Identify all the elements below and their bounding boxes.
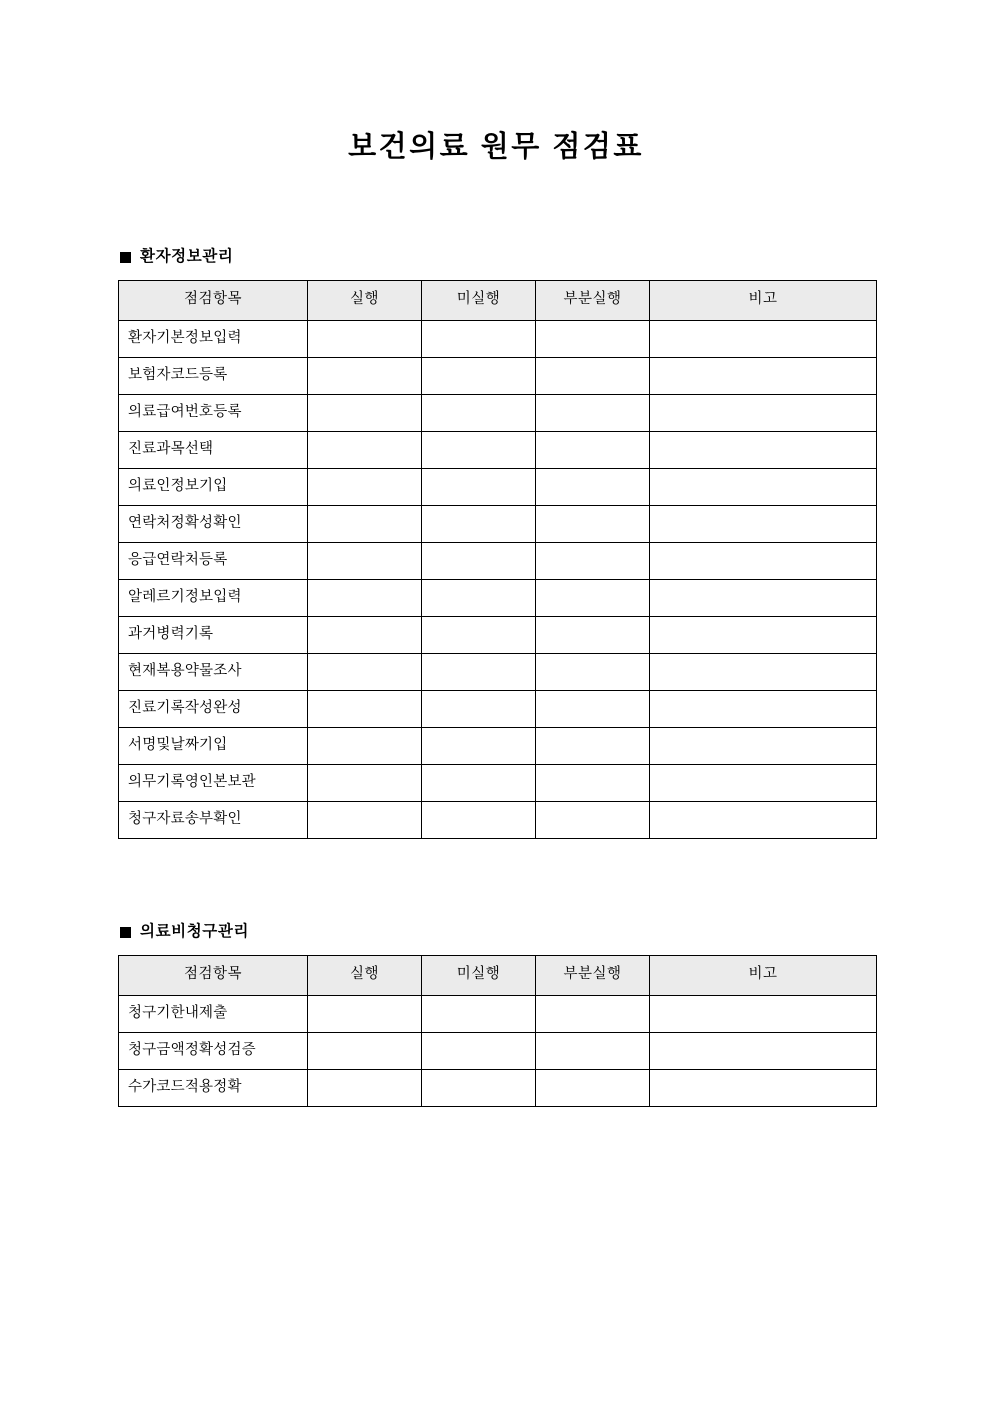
checklist-item-label: 청구자료송부확인 — [119, 801, 308, 838]
checkbox-cell-2[interactable] — [536, 1032, 650, 1069]
section-heading-label: 의료비청구관리 — [140, 923, 250, 940]
checkbox-cell-0[interactable] — [308, 431, 422, 468]
note-cell[interactable] — [650, 690, 877, 727]
column-header-4: 비고 — [650, 280, 877, 320]
checkbox-cell-1[interactable] — [422, 690, 536, 727]
column-header-3: 부분실행 — [536, 955, 650, 995]
checkbox-cell-0[interactable] — [308, 357, 422, 394]
checklist-item-label: 의료급여번호등록 — [119, 394, 308, 431]
checkbox-cell-1[interactable] — [422, 542, 536, 579]
table-row — [119, 653, 877, 690]
checkbox-cell-0[interactable] — [308, 505, 422, 542]
checklist-item-label: 서명및날짜기입 — [119, 727, 308, 764]
checklist-item-label: 연락처정확성확인 — [119, 505, 308, 542]
table-row — [119, 801, 877, 838]
column-header-2: 미실행 — [422, 280, 536, 320]
column-header-2: 미실행 — [422, 955, 536, 995]
table-row — [119, 1032, 877, 1069]
section-1 — [118, 923, 876, 1107]
table-header-row — [119, 280, 877, 320]
checkbox-cell-0[interactable] — [308, 1032, 422, 1069]
table-row — [119, 764, 877, 801]
checkbox-cell-2[interactable] — [536, 727, 650, 764]
note-cell[interactable] — [650, 357, 877, 394]
checkbox-cell-1[interactable] — [422, 431, 536, 468]
checkbox-cell-1[interactable] — [422, 801, 536, 838]
checkbox-cell-1[interactable] — [422, 468, 536, 505]
checkbox-cell-1[interactable] — [422, 357, 536, 394]
note-cell[interactable] — [650, 616, 877, 653]
column-header-3: 부분실행 — [536, 280, 650, 320]
checkbox-cell-0[interactable] — [308, 764, 422, 801]
column-header-0: 점검항목 — [119, 280, 308, 320]
checkbox-cell-2[interactable] — [536, 616, 650, 653]
table-row — [119, 727, 877, 764]
table-row — [119, 995, 877, 1032]
checklist-table — [118, 955, 877, 1107]
note-cell[interactable] — [650, 727, 877, 764]
note-cell[interactable] — [650, 1032, 877, 1069]
section-heading-label: 환자정보관리 — [140, 248, 234, 265]
note-cell[interactable] — [650, 394, 877, 431]
checklist-item-label: 알레르기정보입력 — [119, 579, 308, 616]
checkbox-cell-0[interactable] — [308, 801, 422, 838]
checkbox-cell-1[interactable] — [422, 1032, 536, 1069]
table-row — [119, 505, 877, 542]
checkbox-cell-0[interactable] — [308, 727, 422, 764]
checkbox-cell-2[interactable] — [536, 431, 650, 468]
checklist-item-label: 수가코드적용정확 — [119, 1069, 308, 1106]
checkbox-cell-2[interactable] — [536, 505, 650, 542]
checkbox-cell-1[interactable] — [422, 394, 536, 431]
checklist-item-label: 보험자코드등록 — [119, 357, 308, 394]
table-row — [119, 542, 877, 579]
checkbox-cell-2[interactable] — [536, 468, 650, 505]
checkbox-cell-1[interactable] — [422, 505, 536, 542]
checkbox-cell-2[interactable] — [536, 690, 650, 727]
column-header-1: 실행 — [308, 955, 422, 995]
column-header-4: 비고 — [650, 955, 877, 995]
checkbox-cell-0[interactable] — [308, 394, 422, 431]
checkbox-cell-2[interactable] — [536, 653, 650, 690]
checklist-item-label: 과거병력기록 — [119, 616, 308, 653]
checklist-item-label: 현재복용약물조사 — [119, 653, 308, 690]
table-row — [119, 579, 877, 616]
checkbox-cell-2[interactable] — [536, 579, 650, 616]
checkbox-cell-1[interactable] — [422, 727, 536, 764]
checkbox-cell-2[interactable] — [536, 542, 650, 579]
note-cell[interactable] — [650, 468, 877, 505]
checkbox-cell-2[interactable] — [536, 764, 650, 801]
table-row — [119, 1069, 877, 1106]
checkbox-cell-0[interactable] — [308, 995, 422, 1032]
section-heading — [120, 248, 876, 267]
note-cell[interactable] — [650, 653, 877, 690]
note-cell[interactable] — [650, 764, 877, 801]
note-cell[interactable] — [650, 431, 877, 468]
section-heading — [120, 923, 876, 942]
bullet-square-icon — [120, 252, 131, 263]
checkbox-cell-0[interactable] — [308, 579, 422, 616]
checkbox-cell-1[interactable] — [422, 579, 536, 616]
checklist-table — [118, 280, 877, 839]
checkbox-cell-2[interactable] — [536, 995, 650, 1032]
checkbox-cell-0[interactable] — [308, 653, 422, 690]
table-row — [119, 320, 877, 357]
note-cell[interactable] — [650, 1069, 877, 1106]
checklist-item-label: 청구금액정확성검증 — [119, 1032, 308, 1069]
checkbox-cell-2[interactable] — [536, 1069, 650, 1106]
note-cell[interactable] — [650, 801, 877, 838]
checkbox-cell-0[interactable] — [308, 320, 422, 357]
note-cell[interactable] — [650, 995, 877, 1032]
table-row — [119, 468, 877, 505]
checkbox-cell-1[interactable] — [422, 764, 536, 801]
checkbox-cell-2[interactable] — [536, 801, 650, 838]
note-cell[interactable] — [650, 505, 877, 542]
checkbox-cell-1[interactable] — [422, 995, 536, 1032]
section-0 — [118, 248, 876, 839]
checkbox-cell-0[interactable] — [308, 468, 422, 505]
note-cell[interactable] — [650, 579, 877, 616]
checklist-item-label: 의료인정보기입 — [119, 468, 308, 505]
checklist-item-label: 환자기본정보입력 — [119, 320, 308, 357]
checkbox-cell-1[interactable] — [422, 1069, 536, 1106]
column-header-1: 실행 — [308, 280, 422, 320]
page-title: 보건의료 원무 점검표 — [348, 131, 644, 163]
checkbox-cell-0[interactable] — [308, 1069, 422, 1106]
checklist-item-label: 청구기한내제출 — [119, 995, 308, 1032]
table-header-row — [119, 955, 877, 995]
note-cell[interactable] — [650, 542, 877, 579]
checkbox-cell-2[interactable] — [536, 394, 650, 431]
checkbox-cell-1[interactable] — [422, 653, 536, 690]
checklist-item-label: 진료과목선택 — [119, 431, 308, 468]
table-row — [119, 394, 877, 431]
table-row — [119, 357, 877, 394]
checklist-item-label: 의무기록영인본보관 — [119, 764, 308, 801]
table-row — [119, 616, 877, 653]
checklist-item-label: 진료기록작성완성 — [119, 690, 308, 727]
note-cell[interactable] — [650, 320, 877, 357]
checklist-item-label: 응급연락처등록 — [119, 542, 308, 579]
checkbox-cell-0[interactable] — [308, 690, 422, 727]
checkbox-cell-1[interactable] — [422, 616, 536, 653]
checkbox-cell-0[interactable] — [308, 542, 422, 579]
table-row — [119, 431, 877, 468]
checkbox-cell-1[interactable] — [422, 320, 536, 357]
table-row — [119, 690, 877, 727]
checkbox-cell-0[interactable] — [308, 616, 422, 653]
checkbox-cell-2[interactable] — [536, 320, 650, 357]
bullet-square-icon — [120, 927, 131, 938]
column-header-0: 점검항목 — [119, 955, 308, 995]
checkbox-cell-2[interactable] — [536, 357, 650, 394]
